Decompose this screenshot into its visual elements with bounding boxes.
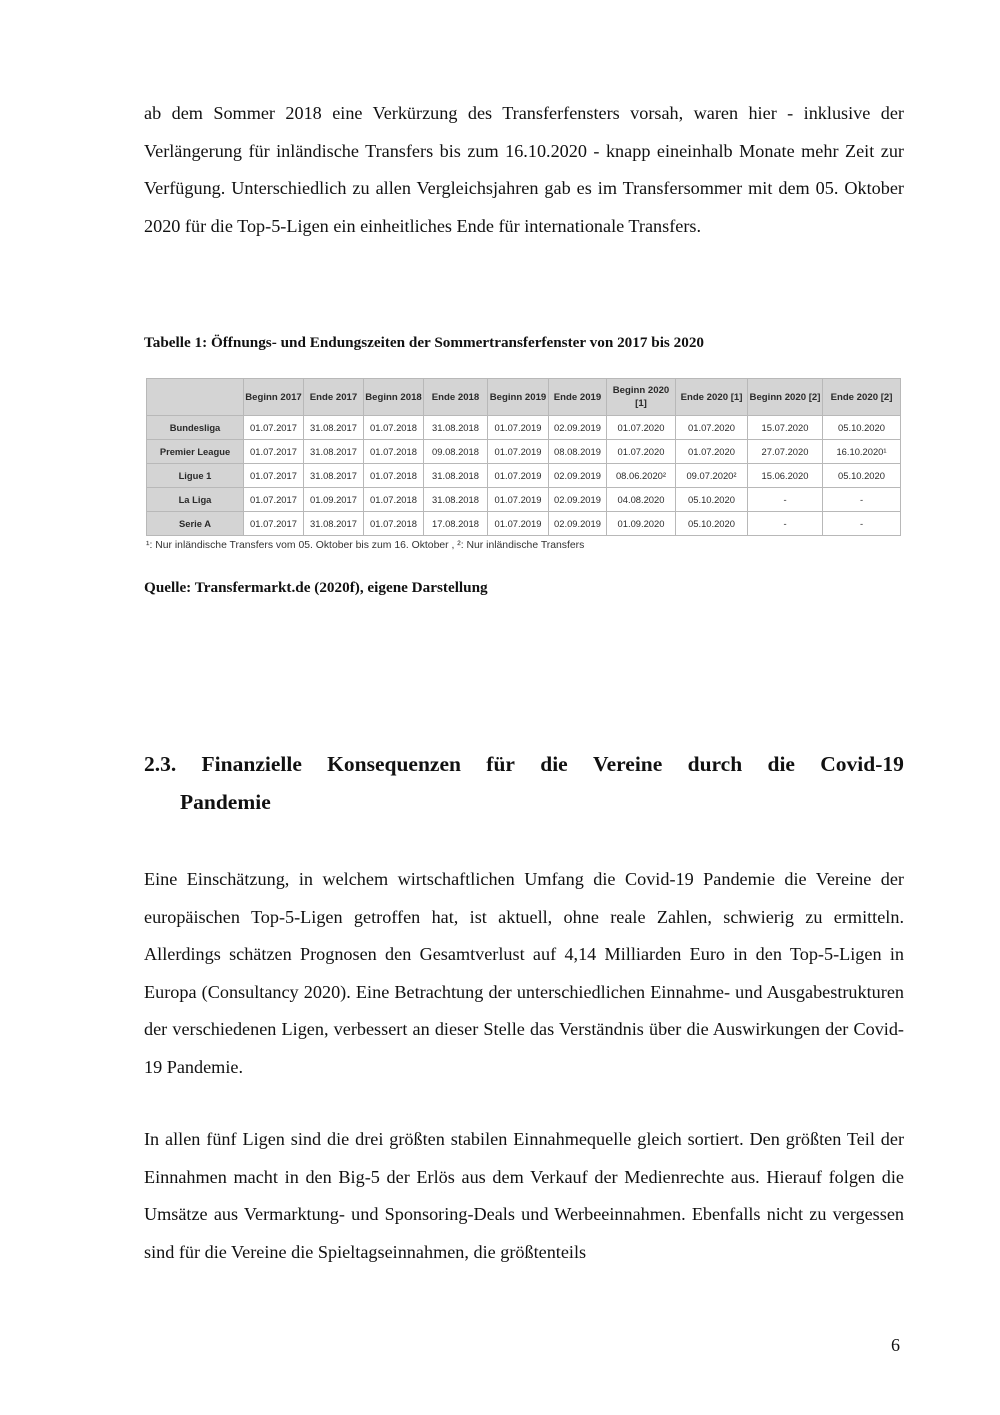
league-name: Serie A [147,512,244,536]
league-name: Premier League [147,440,244,464]
table-cell: 01.07.2018 [364,512,424,536]
table-cell: 09.07.2020² [676,464,748,488]
table-cell: 01.07.2017 [244,488,304,512]
table-cell: 08.06.2020² [607,464,676,488]
league-name: La Liga [147,488,244,512]
table-cell: 05.10.2020 [823,416,901,440]
page-number: 6 [891,1335,900,1355]
heading-word: die [540,752,568,776]
table-header-cell: Ende 2019 [549,379,607,416]
table-cell: 01.07.2018 [364,440,424,464]
heading-word: Covid-19 [820,752,904,776]
table-cell: 01.09.2017 [304,488,364,512]
section-number: 2.3. [144,752,177,776]
table-cell: 15.07.2020 [748,416,823,440]
league-name: Ligue 1 [147,464,244,488]
table-cell: 05.10.2020 [676,512,748,536]
section-heading [144,745,904,821]
table-cell: 01.07.2020 [676,440,748,464]
table-footnote: ¹: Nur inländische Transfers vom 05. Oktober bis zum 16. Oktober , ²: Nur inländische Transfers [146,540,585,551]
table-cell: 31.08.2018 [424,488,488,512]
league-name: Bundesliga [147,416,244,440]
table-header-cell: Beginn 2019 [488,379,549,416]
table-cell: 27.07.2020 [748,440,823,464]
table-cell: 08.08.2019 [549,440,607,464]
heading-word: für [486,752,515,776]
heading-word: die [767,752,795,776]
table-cell: 01.07.2017 [244,512,304,536]
table-cell: 01.07.2020 [607,440,676,464]
table-cell: - [823,512,901,536]
table-header-row [147,379,901,416]
table-cell: 01.07.2018 [364,464,424,488]
table-cell: 02.09.2019 [549,464,607,488]
heading-word: durch [687,752,743,776]
table-header-cell: Beginn 2017 [244,379,304,416]
table-cell: 05.10.2020 [823,464,901,488]
table-cell: 31.08.2017 [304,512,364,536]
table-header-cell: Ende 2020 [2] [823,379,901,416]
table-cell: 31.08.2017 [304,464,364,488]
table-cell: 02.09.2019 [549,416,607,440]
transfer-table-figure [146,378,900,551]
table-cell: 15.06.2020 [748,464,823,488]
heading-word: Vereine [593,752,663,776]
table-cell: 01.07.2020 [607,416,676,440]
table-cell: 02.09.2019 [549,512,607,536]
body-paragraph: In allen fünf Ligen sind die drei größten stabilen Einnahmequelle gleich sortiert. Den größten Teil der Einnahmen macht in den Big-5 der Erlös aus dem Verkauf der Medienrechte aus. Hierauf folgen die Umsätze aus Vermarktung- und Sponsoring-Deals und Werbeeinnahmen. Ebenfalls nicht zu vergessen sind für die Vereine die Spieltagseinnahmen, die größtenteils [144,1129,904,1262]
table-cell: 01.07.2018 [364,416,424,440]
table-cell: 02.09.2019 [549,488,607,512]
table-cell: 01.07.2019 [488,464,549,488]
table-cell: 01.07.2019 [488,488,549,512]
table-cell: 01.07.2019 [488,416,549,440]
table-cell: - [823,488,901,512]
table-cell: 31.08.2018 [424,464,488,488]
table-cell: 05.10.2020 [676,488,748,512]
table-source: Quelle: Transfermarkt.de (2020f), eigene Darstellung [144,579,488,596]
table-cell: 01.07.2017 [244,464,304,488]
table-cell: 09.08.2018 [424,440,488,464]
table-header-cell: Beginn 2020 [1] [607,379,676,416]
table-cell: 01.07.2018 [364,488,424,512]
table-row [147,488,901,512]
heading-word: Konsequenzen [327,752,461,776]
heading-word: Finanzielle [201,752,302,776]
table-cell: 16.10.2020¹ [823,440,901,464]
section-heading-line-1 [144,745,904,783]
table-cell: 01.07.2019 [488,440,549,464]
table-header-cell: Beginn 2018 [364,379,424,416]
table-cell: 17.08.2018 [424,512,488,536]
transfer-window-table [146,378,901,536]
table-row [147,512,901,536]
intro-paragraph: ab dem Sommer 2018 eine Verkürzung des Transferfensters vorsah, waren hier - inklusive der Verlängerung für inländische Transfers bis zum 16.10.2020 - knapp eineinhalb Monate mehr Zeit zur Verfügung. Unterschiedlich zu allen Vergleichsjahren gab es im Transfersommer mit dem 05. Oktober 2020 für die Top-5-Ligen ein einheitliches Ende für internationale Transfers. [144,103,904,236]
table-caption: Tabelle 1: Öffnungs- und Endungszeiten der Sommertransferfenster von 2017 bis 2020 [144,334,705,351]
table-header-cell: Ende 2020 [1] [676,379,748,416]
table-header-cell: Ende 2018 [424,379,488,416]
table-cell: 04.08.2020 [607,488,676,512]
section-heading-line-2: Pandemie [180,790,271,814]
table-row [147,416,901,440]
table-cell: 01.07.2017 [244,416,304,440]
table-row [147,464,901,488]
table-cell: - [748,512,823,536]
table-cell: - [748,488,823,512]
body-paragraph: Eine Einschätzung, in welchem wirtschaftlichen Umfang die Covid-19 Pandemie die Vereine der europäischen Top-5-Ligen getroffen hat, ist aktuell, ohne reale Zahlen, schwierig zu ermitteln. Allerdings schätzen Prognosen den Gesamtverlust auf 4,14 Milliarden Euro in den Top-5-Ligen in Europa (Consultancy 2020). Eine Betrachtung der unterschiedlichen Einnahme- und Ausgabestrukturen der verschiedenen Ligen, verbessert an dieser Stelle das Verständnis über die Auswirkungen der Covid-19 Pandemie. [144,869,904,1077]
table-header-cell: Ende 2017 [304,379,364,416]
table-cell: 01.07.2019 [488,512,549,536]
table-cell: 31.08.2017 [304,416,364,440]
table-cell: 31.08.2017 [304,440,364,464]
table-header-cell: Beginn 2020 [2] [748,379,823,416]
table-row [147,440,901,464]
table-header-cell [147,379,244,416]
table-cell: 01.09.2020 [607,512,676,536]
table-cell: 01.07.2020 [676,416,748,440]
table-cell: 01.07.2017 [244,440,304,464]
table-cell: 31.08.2018 [424,416,488,440]
